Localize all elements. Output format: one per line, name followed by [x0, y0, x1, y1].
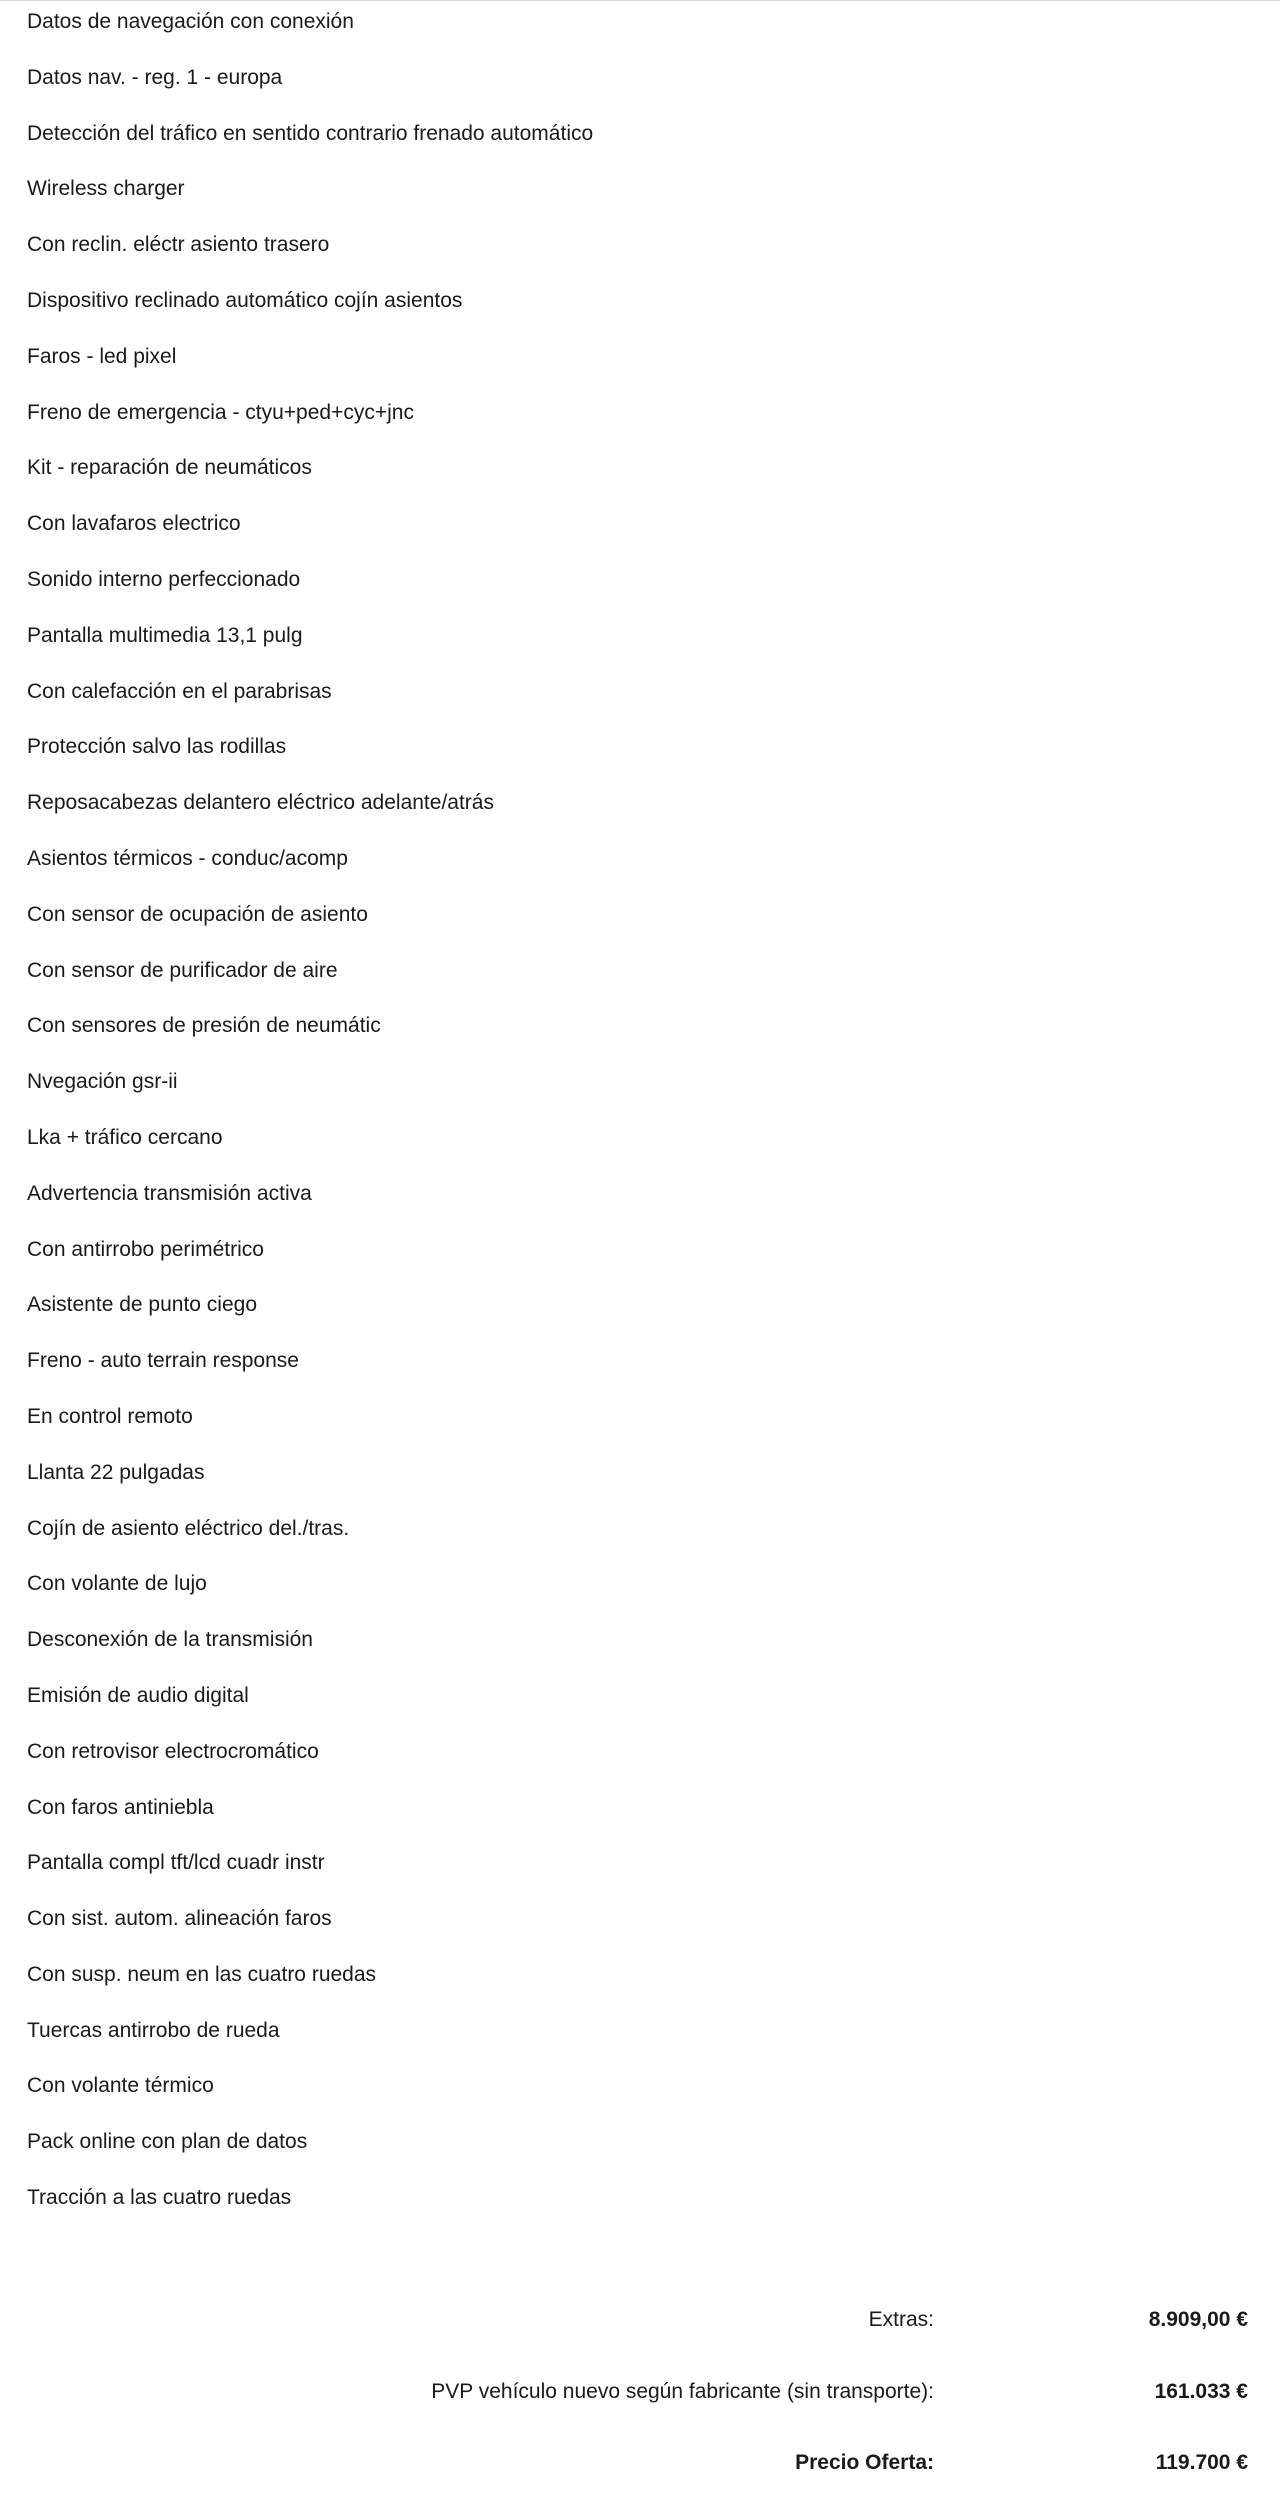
- feature-item: Con volante de lujo: [27, 1572, 207, 1596]
- offer-price-value: 119.700 €: [1155, 2451, 1248, 2474]
- feature-item: Con calefacción en el parabrisas: [27, 679, 332, 703]
- feature-item: Freno - auto terrain response: [27, 1349, 299, 1373]
- feature-item: Datos de navegación con conexión: [27, 10, 354, 33]
- feature-item: Tracción a las cuatro ruedas: [27, 2186, 292, 2210]
- feature-item: Protección salvo las rodillas: [27, 735, 287, 759]
- feature-item: Con antirrobo perimétrico: [27, 1237, 264, 1261]
- extras-value: 8.909,00 €: [1148, 2308, 1248, 2331]
- feature-item: Dispositivo reclinado automático cojín asientos: [27, 288, 463, 312]
- feature-item: Advertencia transmisión activa: [27, 1181, 312, 1205]
- feature-item: Pantalla multimedia 13,1 pulg: [27, 623, 303, 647]
- feature-item: Con sist. autom. alineación faros: [27, 1907, 332, 1931]
- extras-row: [0, 2300, 1280, 2340]
- feature-item: Lka + tráfico cercano: [27, 1125, 223, 1149]
- pvp-row: [0, 2372, 1280, 2412]
- offer-price-label: Precio Oferta:: [795, 2451, 934, 2474]
- feature-item: Desconexión de la transmisión: [27, 1628, 313, 1652]
- equipment-list: [27, 0, 593, 2232]
- feature-item: Freno de emergencia - ctyu+ped+cyc+jnc: [27, 400, 414, 424]
- feature-item: Llanta 22 pulgadas: [27, 1460, 205, 1484]
- feature-item: Nvegación gsr-ii: [27, 1070, 178, 1094]
- feature-item: Con retrovisor electrocromático: [27, 1739, 319, 1763]
- feature-item: Con sensor de ocupación de asiento: [27, 902, 368, 926]
- feature-item: Con sensor de purificador de aire: [27, 958, 338, 982]
- feature-item: Con sensores de presión de neumátic: [27, 1014, 381, 1038]
- feature-item: Sonido interno perfeccionado: [27, 567, 301, 591]
- extras-label: Extras:: [868, 2308, 934, 2331]
- feature-item: Reposacabezas delantero eléctrico adelante/atrás: [27, 791, 494, 815]
- feature-item: Con reclin. eléctr asiento trasero: [27, 233, 330, 257]
- feature-item: Con susp. neum en las cuatro ruedas: [27, 1962, 377, 1986]
- feature-item: Con lavafaros electrico: [27, 512, 241, 536]
- feature-item: Datos nav. - reg. 1 - europa: [27, 65, 283, 89]
- feature-item: Kit - reparación de neumáticos: [27, 456, 312, 480]
- feature-item: Cojín de asiento eléctrico del./tras.: [27, 1516, 350, 1540]
- feature-item: En control remoto: [27, 1404, 193, 1428]
- feature-item: Wireless charger: [27, 177, 185, 201]
- feature-item: Emisión de audio digital: [27, 1683, 249, 1707]
- feature-item: Con volante térmico: [27, 2074, 214, 2098]
- pvp-label: PVP vehículo nuevo según fabricante (sin transporte):: [431, 2380, 934, 2403]
- offer-price-row: [0, 2443, 1280, 2483]
- feature-item: Asientos térmicos - conduc/acomp: [27, 846, 348, 870]
- feature-item: Tuercas antirrobo de rueda: [27, 2018, 280, 2042]
- feature-item: Detección del tráfico en sentido contrario frenado automático: [27, 121, 594, 145]
- feature-item: Asistente de punto ciego: [27, 1293, 257, 1317]
- feature-item: Faros - led pixel: [27, 344, 177, 368]
- feature-item: Pantalla compl tft/lcd cuadr instr: [27, 1851, 325, 1875]
- feature-item: Pack online con plan de datos: [27, 2130, 308, 2154]
- feature-item: Con faros antiniebla: [27, 1795, 214, 1819]
- pvp-value: 161.033 €: [1154, 2380, 1248, 2403]
